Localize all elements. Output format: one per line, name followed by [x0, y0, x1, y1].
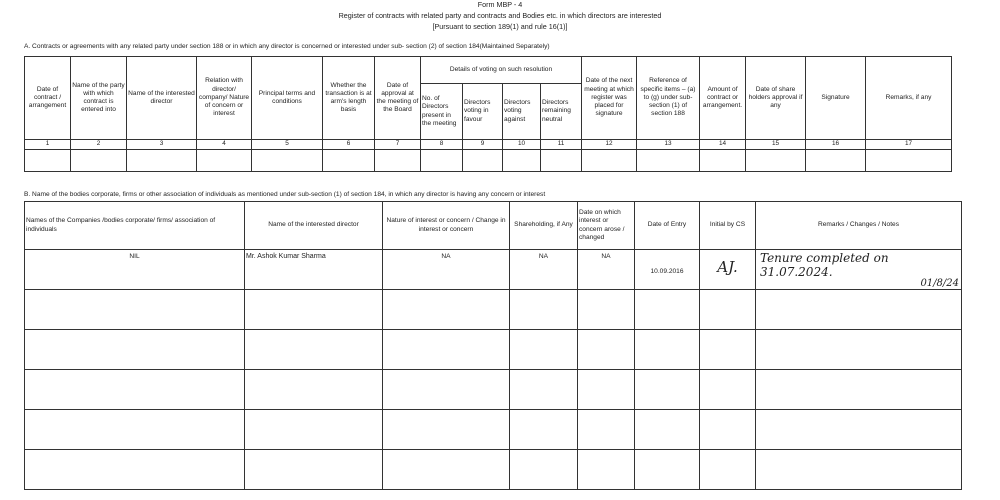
- header-remarks: Remarks, if any: [866, 57, 952, 140]
- section-a-table: [24, 56, 952, 172]
- header-party-name: Name of the party with which contract is entered into: [71, 57, 127, 140]
- column-number: 13: [637, 140, 700, 150]
- column-number: 2: [71, 140, 127, 150]
- cs-initial-signature: AJ.: [717, 258, 738, 277]
- form-number: Form MBP - 4: [477, 0, 523, 9]
- header-initial-cs: Initial by CS: [700, 202, 756, 250]
- column-number: 3: [127, 140, 197, 150]
- header-remarks-notes: Remarks / Changes / Notes: [756, 202, 962, 250]
- table-row: [25, 370, 962, 410]
- table-row: [25, 150, 952, 172]
- section-a-heading: A. Contracts or agreements with any related party under section 188 or in which any director is concerned or interested under sub- section (2) of section 184(Maintained Separately): [24, 43, 550, 50]
- header-neutral: Directors remaining neutral: [541, 84, 582, 140]
- header-date-contract: Date of contract / arrangement: [25, 57, 71, 140]
- column-number: 4: [197, 140, 252, 150]
- header-share-approval: Date of share holders approval if any: [746, 57, 806, 140]
- remarks-cell: [756, 250, 962, 290]
- column-number: 9: [463, 140, 503, 150]
- column-number: 8: [421, 140, 463, 150]
- director-cell: Mr. Ashok Kumar Sharma: [245, 250, 383, 290]
- column-number: 12: [582, 140, 637, 150]
- header-board-approval: Date of approval at the meeting of the Board: [375, 57, 421, 140]
- header-next-meeting: Date of the next meeting at which register was placed for signature: [582, 57, 637, 140]
- initial-cell: [700, 250, 756, 290]
- column-number: 17: [866, 140, 952, 150]
- column-number: 7: [375, 140, 421, 150]
- column-number: 1: [25, 140, 71, 150]
- table-row: [25, 410, 962, 450]
- header-date-arose: Date on which interest or concern arose / changed: [578, 202, 635, 250]
- column-number: 5: [252, 140, 323, 150]
- column-number: 15: [746, 140, 806, 150]
- section-b-heading: B. Name of the bodies corporate, firms or other association of individuals as mentioned under sub-section (1) of section 184, in which any director is having any concern or interest: [24, 191, 546, 198]
- table-row: [25, 250, 962, 290]
- column-number: 16: [806, 140, 866, 150]
- header-interested-director: Name of the interested director: [245, 202, 383, 250]
- header-directors-present: No. of Directors present in the meeting: [421, 84, 463, 140]
- column-number: 14: [700, 140, 746, 150]
- handwritten-remark: Tenure completed on: [760, 251, 889, 265]
- header-nature-interest: Nature of interest or concern / Change in interest or concern: [383, 202, 510, 250]
- header-signature: Signature: [806, 57, 866, 140]
- column-number: 11: [541, 140, 582, 150]
- column-number: 6: [323, 140, 375, 150]
- header-amount: Amount of contract or arrangement.: [700, 57, 746, 140]
- company-cell: NIL: [25, 250, 245, 290]
- handwritten-remark-date: 31.07.2024.: [760, 265, 833, 279]
- header-companies: Names of the Companies /bodies corporate/ firms/ association of individuals: [25, 202, 245, 250]
- header-director-name: Name of the interested director: [127, 57, 197, 140]
- section-b-table: [24, 201, 962, 490]
- header-date-entry: Date of Entry: [635, 202, 700, 250]
- table-row: [25, 450, 962, 490]
- form-subtitle: [Pursuant to section 189(1) and rule 16(1)]: [432, 22, 568, 31]
- table-row: [25, 290, 962, 330]
- header-reference: Reference of specific items – (a) to (g) under sub-section (1) of section 188: [637, 57, 700, 140]
- header-in-favour: Directors voting in favour: [463, 84, 503, 140]
- header-voting-group: Details of voting on such resolution: [421, 57, 582, 84]
- form-title: Register of contracts with related party and contracts and Bodies etc. in which directors are interested: [338, 11, 662, 20]
- column-number: 10: [503, 140, 541, 150]
- shareholding-cell: NA: [510, 250, 578, 290]
- nature-cell: NA: [383, 250, 510, 290]
- header-terms: Principal terms and conditions: [252, 57, 323, 140]
- date-arose-cell: NA: [578, 250, 635, 290]
- header-against: Directors voting against: [503, 84, 541, 140]
- header-relation: Relation with director/ company/ Nature of concern or interest: [197, 57, 252, 140]
- handwritten-sign-date: 01/8/24: [920, 278, 959, 289]
- header-shareholding: Shareholding, if Any: [510, 202, 578, 250]
- date-entry-cell: 10.09.2016: [635, 250, 700, 290]
- table-row: [25, 330, 962, 370]
- header-arms-length: Whether the transaction is at arm's length basis: [323, 57, 375, 140]
